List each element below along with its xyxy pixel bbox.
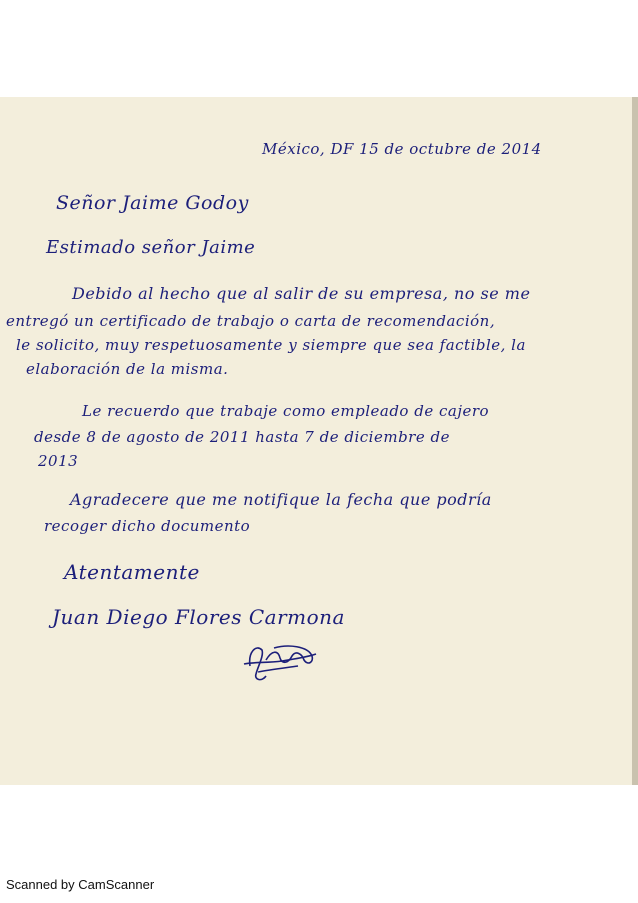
paragraph-2-line-1: Le recuerdo que trabaje como empleado de cajero bbox=[82, 402, 490, 420]
closing: Atentamente bbox=[64, 560, 200, 584]
letter-date: México, DF 15 de octubre de 2014 bbox=[262, 140, 542, 158]
signer-name: Juan Diego Flores Carmona bbox=[52, 605, 345, 629]
paragraph-1-line-3: le solicito, muy respetuosamente y siempre que sea factible, la bbox=[16, 336, 526, 354]
scanner-watermark: Scanned by CamScanner bbox=[6, 877, 155, 892]
paragraph-2-line-3: 2013 bbox=[38, 452, 79, 470]
paragraph-1-line-1: Debido al hecho que al salir de su empresa, no se me bbox=[72, 284, 531, 303]
handwritten-signature bbox=[238, 636, 318, 684]
paragraph-2-line-2: desde 8 de agosto de 2011 hasta 7 de diciembre de bbox=[34, 428, 450, 446]
greeting: Estimado señor Jaime bbox=[46, 237, 256, 258]
recipient-name: Señor Jaime Godoy bbox=[56, 192, 249, 214]
paragraph-1-line-4: elaboración de la misma. bbox=[26, 360, 229, 378]
page-edge bbox=[632, 97, 638, 785]
paragraph-1-line-2: entregó un certificado de trabajo o carta de recomendación, bbox=[6, 312, 496, 330]
paragraph-3-line-1: Agradecere que me notifique la fecha que podría bbox=[70, 490, 492, 509]
paragraph-3-line-2: recoger dicho documento bbox=[44, 517, 251, 535]
